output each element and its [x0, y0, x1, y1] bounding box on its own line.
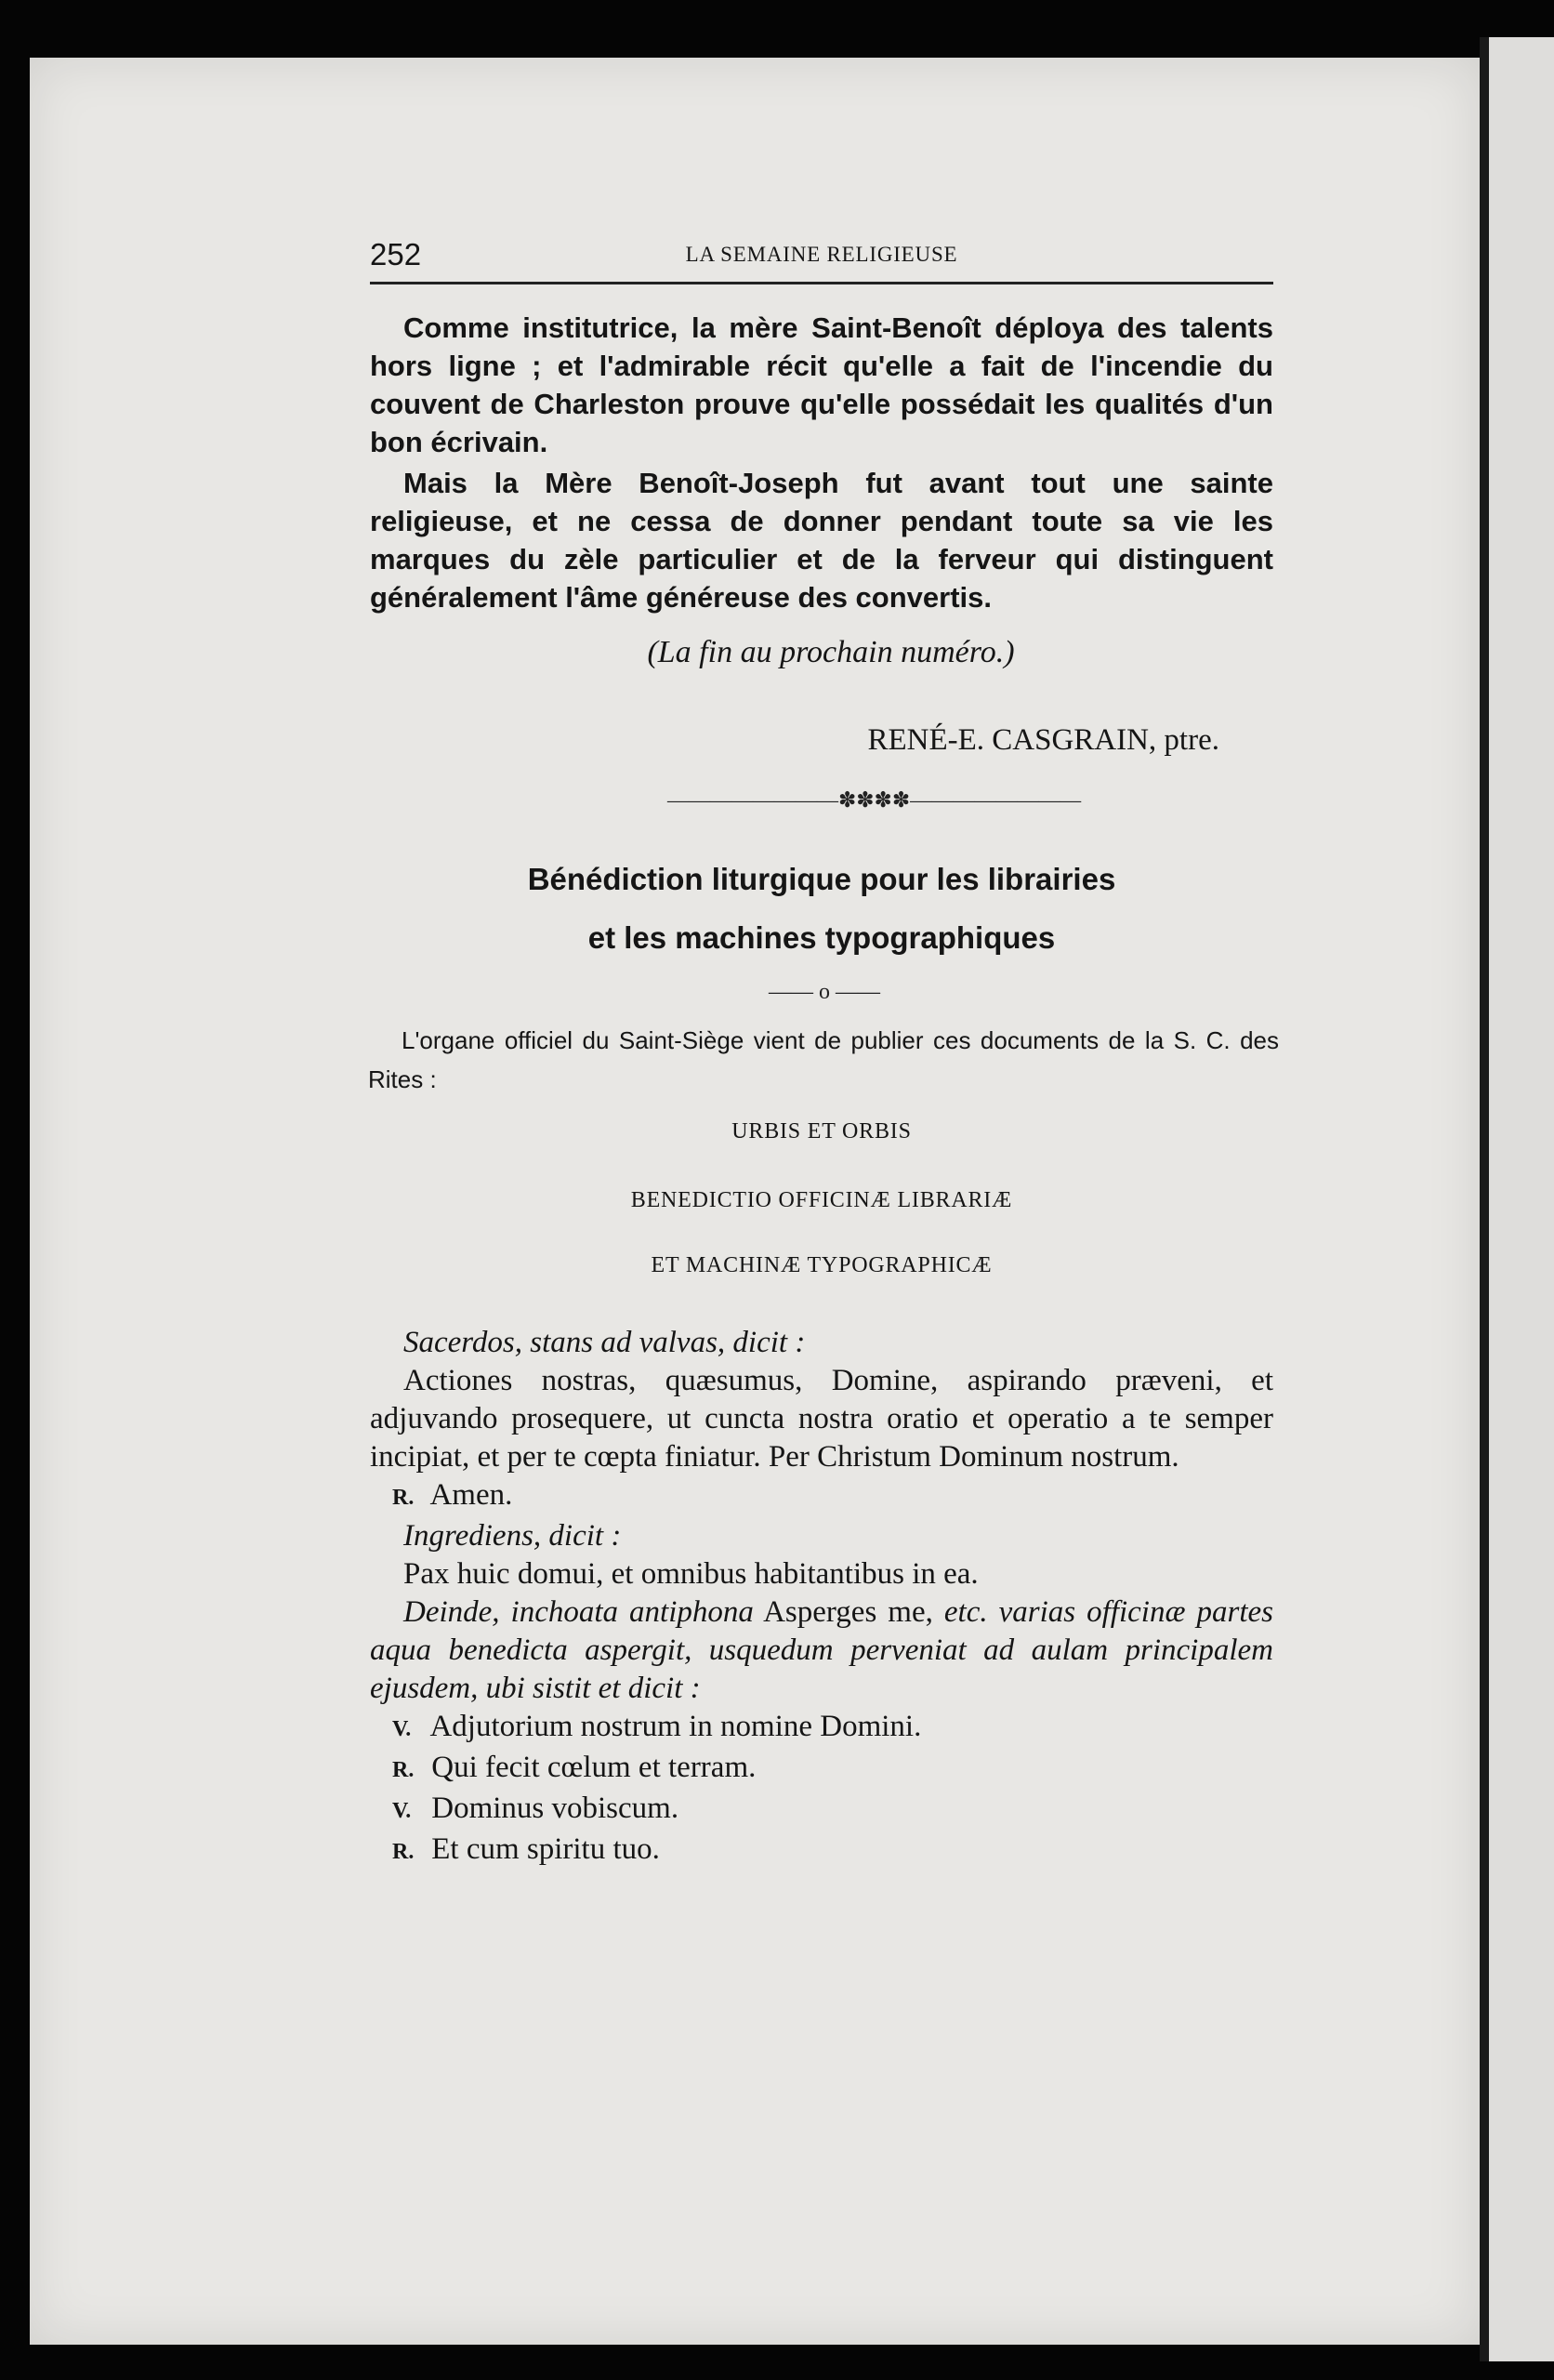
prayer-actiones: Actiones nostras, quæsumus, Domine, aspirando præveni, et adjuvando prosequere, ut cuncta nostra oratio et operatio a te semper incipiat, et per te cœpta finiatur. Per Christum Dominum nostrum.: [370, 1364, 1273, 1474]
response-amen: [370, 1476, 1273, 1517]
versicle-row: [370, 1790, 1273, 1831]
running-title: LA SEMAINE RELIGIEUSE: [685, 243, 958, 266]
versicle-text: Dominus vobiscum.: [431, 1792, 679, 1825]
versicle-label: R.: [392, 1840, 415, 1864]
versicle-label: V.: [392, 1717, 412, 1741]
versicle-row: [370, 1749, 1273, 1790]
rubric-deinde-start: Deinde, inchoata antiphona: [403, 1595, 754, 1629]
latin-heading-benedictio: BENEDICTIO OFFICINÆ LIBRARIÆ: [630, 1188, 1013, 1212]
greeting-pax: Pax huic domui, et omnibus habitantibus in ea.: [403, 1557, 979, 1591]
versicle-label: R.: [392, 1758, 415, 1782]
latin-heading-machinae: ET MACHINÆ TYPOGRAPHICÆ: [651, 1253, 993, 1277]
rubric-deinde: [370, 1593, 1273, 1708]
rubric-ingrediens: Ingrediens, dicit :: [403, 1519, 622, 1553]
paragraph-mere-benoit: Mais la Mère Benoît-Joseph fut avant tout une sainte religieuse, et ne cessa de donner pendant toute sa vie les marques du zèle particulier et de la ferveur qui distinguent généralement l'âme généreuse des convertis.: [370, 467, 1273, 614]
paragraph-institutrice: Comme institutrice, la mère Saint-Benoît déploya des talents hors ligne ; et l'admirable récit qu'elle a fait de l'incendie du couvent de Charleston prouve qu'elle possédait les qualités d'un bon écrivain.: [370, 311, 1273, 458]
section-title-line-1: Bénédiction liturgique pour les librairies: [527, 862, 1116, 896]
continuation-note: (La fin au prochain numéro.): [647, 635, 1015, 669]
header-rule: [370, 282, 1273, 284]
section-title: [370, 850, 1273, 967]
page-binding-edge: [1480, 37, 1489, 2361]
page-number: 252: [370, 237, 422, 271]
previous-article: [370, 309, 1273, 671]
versicle-text: Adjutorium nostrum in nomine Domini.: [429, 1710, 922, 1743]
author-signature: RENÉ-E. CASGRAIN, ptre.: [867, 723, 1219, 757]
section-ornament: ————————✽✽✽✽————————: [667, 788, 1082, 812]
section-title-line-2: et les machines typographiques: [587, 920, 1056, 955]
liturgy-text: [370, 1324, 1273, 1871]
latin-heading-urbis: URBIS ET ORBIS: [731, 1119, 912, 1144]
small-divider: —— o ——: [769, 980, 880, 1004]
versicle-label: V.: [392, 1799, 412, 1823]
rubric-deinde-end: varias officinæ partes aqua benedicta aspergit, usquedum perveniat ad aulam principalem ejusdem, ubi sistit et dicit :: [370, 1595, 1273, 1705]
versicle-text: Et cum spiritu tuo.: [431, 1832, 660, 1866]
versicle-row: [370, 1831, 1273, 1871]
versicle-text: Qui fecit cœlum et terram.: [431, 1751, 757, 1784]
versicle-row: [370, 1708, 1273, 1749]
adjacent-page-strip: [1489, 37, 1554, 2361]
intro-paragraph: L'organe officiel du Saint-Siège vient de publier ces documents de la S. C. des Rites :: [368, 1026, 1279, 1093]
rubric-asperges: Asperges me,: [763, 1595, 933, 1629]
rubric-etc: etc.: [943, 1595, 988, 1629]
rubric-sacerdos: Sacerdos, stans ad valvas, dicit :: [403, 1326, 806, 1359]
response-label: R.: [392, 1486, 415, 1510]
response-text: Amen.: [429, 1478, 513, 1512]
page-header: [370, 237, 1273, 284]
